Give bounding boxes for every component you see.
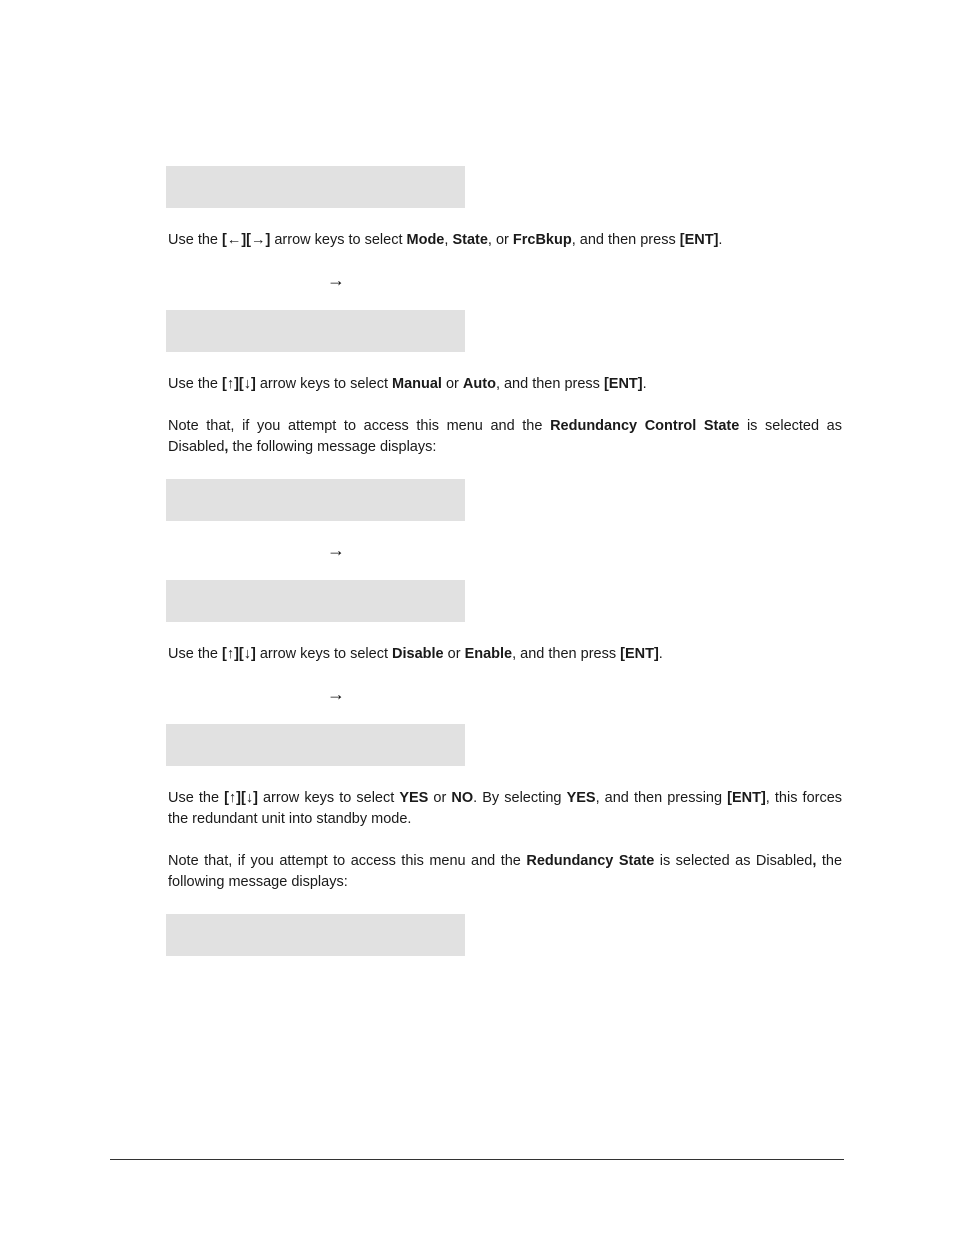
text: .: [718, 232, 723, 248]
text: arrow keys to select: [257, 790, 400, 806]
text: , and then press: [571, 232, 680, 248]
lcd-display-disabled-message: [166, 479, 465, 521]
paragraph-select-mode-state: [168, 230, 842, 251]
text: , and then press: [512, 646, 621, 662]
term-redundancy-control-state: Redundancy Control State: [550, 418, 740, 434]
term-state: State: [452, 232, 488, 248]
arrow-keys-up-down: [↑][↓]: [222, 376, 256, 392]
arrow-keys-up-down: [↑][↓]: [222, 646, 256, 662]
text: the following message displays:: [168, 853, 843, 890]
text: , and then press: [495, 376, 604, 392]
term-frcbkup: FrcBkup: [512, 232, 572, 248]
text: , this forces the redundant unit into standby mode.: [168, 790, 843, 827]
text: ,: [444, 232, 453, 248]
text: arrow keys to select: [255, 646, 393, 662]
term-manual: Manual: [392, 376, 442, 392]
text: .: [642, 376, 647, 392]
text: or: [443, 646, 465, 662]
footer-divider: [110, 1159, 844, 1160]
text: the following message displays:: [228, 439, 437, 455]
text: , and then pressing: [595, 790, 728, 806]
right-arrow-icon: →: [327, 540, 345, 560]
text: ,: [224, 439, 229, 455]
text: is selected as Disabled: [654, 853, 813, 869]
text: Note that, if you attempt to access this menu and the: [168, 418, 551, 434]
paragraph-select-manual-auto: [168, 374, 842, 395]
term-yes: YES: [566, 790, 596, 806]
text: .: [658, 646, 663, 662]
key-ent: [ENT]: [679, 232, 719, 248]
lcd-display-redundancy-menu: [166, 166, 465, 208]
lcd-display-state: [166, 580, 465, 622]
key-ent: [ENT]: [727, 790, 766, 806]
right-arrow-icon: →: [327, 684, 345, 704]
text: , or: [487, 232, 513, 248]
text: arrow keys to select: [270, 232, 407, 248]
paragraph-select-disable-enable: [168, 644, 842, 665]
paragraph-select-yes-no: [168, 788, 842, 830]
text: Use the: [168, 646, 222, 662]
text: or: [441, 376, 463, 392]
text: Use the: [168, 232, 222, 248]
paragraph-note-control-state: [168, 416, 842, 458]
term-mode: Mode: [406, 232, 445, 248]
text: Note that, if you attempt to access this menu and the: [168, 853, 527, 869]
text: or: [428, 790, 452, 806]
term-no: NO: [451, 790, 474, 806]
text: is selected as Disabled: [168, 418, 842, 455]
term-redundancy-state: Redundancy State: [526, 853, 655, 869]
text: arrow keys to select: [255, 376, 393, 392]
term-auto: Auto: [462, 376, 496, 392]
paragraph-note-redundancy-state: [168, 851, 842, 893]
term-enable: Enable: [464, 646, 513, 662]
arrow-keys-left-right: [←][→]: [222, 232, 271, 248]
text: . By selecting: [473, 790, 567, 806]
lcd-display-disabled-message-2: [166, 914, 465, 956]
right-arrow-icon: →: [327, 270, 345, 290]
term-yes: YES: [399, 790, 429, 806]
text: Use the: [168, 790, 225, 806]
term-disable: Disable: [392, 646, 444, 662]
text: Use the: [168, 376, 222, 392]
arrow-keys-up-down: [↑][↓]: [224, 790, 258, 806]
lcd-display-mode: [166, 310, 465, 352]
key-ent: [ENT]: [620, 646, 659, 662]
text: ,: [812, 853, 817, 869]
lcd-display-frcbkup: [166, 724, 465, 766]
key-ent: [ENT]: [603, 376, 643, 392]
